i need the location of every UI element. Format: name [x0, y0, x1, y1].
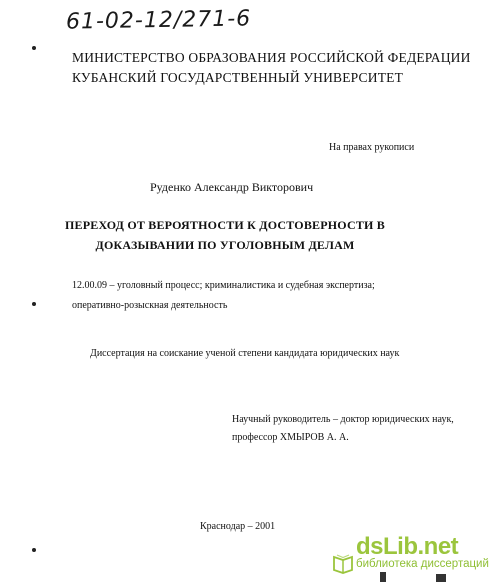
dissertation-note: Диссертация на соискание ученой степени кандидата юридических наук: [90, 348, 400, 359]
thesis-title-line-1: ПЕРЕХОД ОТ ВЕРОЯТНОСТИ К ДОСТОВЕРНОСТИ В: [65, 218, 385, 232]
city-year: Краснодар – 2001: [200, 521, 276, 532]
handwritten-catalog-code: 61-02-12/271-6: [65, 6, 252, 35]
rights-note: На правах рукописи: [329, 142, 415, 153]
specialty-line-1: 12.00.09 – уголовный процесс; криминалистика и судебная экспертиза;: [72, 280, 375, 291]
supervisor-line-2: профессор ХМЫРОВ А. А.: [232, 432, 349, 443]
university-heading: КУБАНСКИЙ ГОСУДАРСТВЕННЫЙ УНИВЕРСИТЕТ: [72, 70, 404, 85]
author-name: Руденко Александр Викторович: [150, 180, 314, 194]
margin-mark: [32, 548, 36, 552]
book-icon: [332, 552, 354, 574]
thesis-title-line-2: ДОКАЗЫВАНИИ ПО УГОЛОВНЫМ ДЕЛАМ: [95, 238, 355, 252]
scan-edge-mark: [380, 572, 386, 582]
margin-mark: [32, 46, 36, 50]
margin-mark: [32, 302, 36, 306]
watermark-subtitle: библиотека диссертаций: [356, 558, 489, 570]
specialty-line-2: оперативно-розыскная деятельность: [72, 300, 228, 311]
watermark-logo-text: dsLib.net: [356, 533, 459, 560]
scan-edge-mark: [436, 574, 446, 582]
supervisor-line-1: Научный руководитель – доктор юридических наук,: [232, 414, 454, 425]
ministry-heading: МИНИСТЕРСТВО ОБРАЗОВАНИЯ РОССИЙСКОЙ ФЕДЕРАЦИИ: [72, 50, 471, 65]
